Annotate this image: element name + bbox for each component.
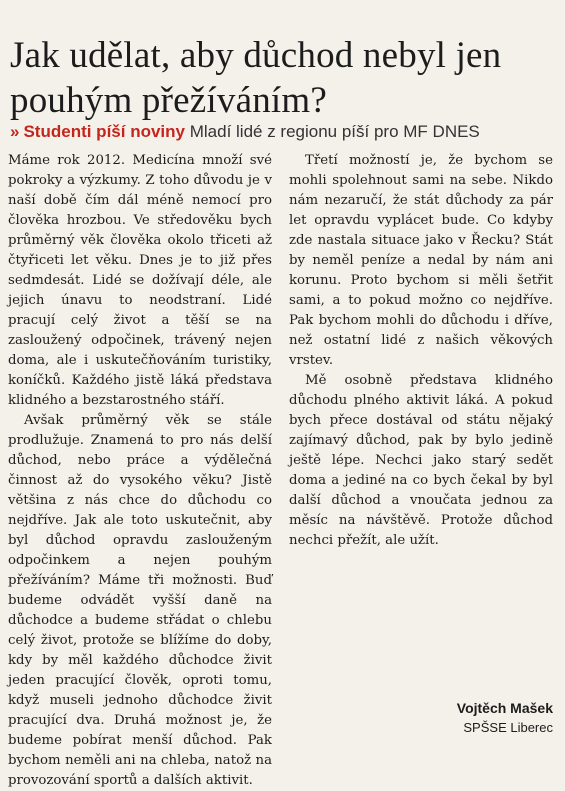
article-column-2 bbox=[289, 151, 553, 551]
rubric-subtitle: Mladí lidé z regionu píší pro MF DNES bbox=[189, 122, 480, 141]
paragraph-1: Máme rok 2012. Medicína množí své pokroky a výzkumy. Z toho důvodu je v naší době čím dál méně nemocí pro člověka hrozbou. Ve středověku bych průměrný věk člověka okolo třiceti až čtyřiceti let věku. Dnes je to již přes sedmdesát. Lidé se dožívají déle, ale jejich únavu to neodstraní. Lidé pracují celý život a těší se na zasloužený odpočinek, trávený nejen doma, ale i uskutečňováním turistiky, koníčků. Každého jistě láká představa klidného a bezstarostného stáří. bbox=[8, 153, 272, 408]
paragraph-3: Třetí možností je, že bychom se mohli spolehnout sami na sebe. Nikdo nám nezaručí, že stát důchody za pár let opravdu vyplácet bude. Co kdyby zde nastala situace jako v Řecku? Stát by neměl peníze a nedal by nám ani korunu. Proto bychom si měli šetřit sami, a to pokud možno co nejdříve. Pak bychom mohli do důchodu i dříve, než ostatní lidé z našich věkových vrstev. bbox=[289, 153, 553, 368]
paragraph-2: Avšak průměrný věk se stále prodlužuje. Znamená to pro nás delší důchod, nebo práce a výdělečná činnost až do vysokého věku? Jistě většina z nás chce do důchodu co nejdříve. Jak ale toto uskutečnit, aby byl důchod opravdu zaslouženým odpočinkem a nejen pouhým přežíváním? Máme tři možnosti. Buď budeme odvádět vyšší daně na důchodce a budeme střádat o chlebu celý život, protože se blížíme do doby, kdy by měl každého důchodce živit jeden pracující člověk, oproti tomu, když museli jednoho důchodce živit pracující dva. Druhá možnost je, že budeme pobírat menší důchod. Pak bychom neměli ani na chleba, natož na provozování sportů a dalších aktivit. bbox=[8, 413, 272, 788]
article-column-1 bbox=[8, 151, 272, 791]
author-name: Vojtěch Mašek bbox=[456, 700, 553, 716]
author-school: SPŠSE Liberec bbox=[463, 720, 553, 735]
rubric-line bbox=[10, 122, 560, 142]
headline: Jak udělat, aby důchod nebyl jen pouhým přežíváním? bbox=[10, 34, 502, 121]
double-chevron-icon: » bbox=[10, 122, 20, 141]
paragraph-4: Mě osobně představa klidného důchodu plného aktivit láká. A pokud bych přece dostával od státu nějaký zajímavý důchod, pak by bylo jedině ještě lépe. Nechci jako starý sedět doma a jediné na co bych čekal by byl další důchod a vnoučata jednou za měsíc na návštěvě. Protože důchod nechci přežít, ale užít. bbox=[289, 373, 553, 548]
rubric-title: Studenti píší noviny bbox=[23, 122, 185, 141]
